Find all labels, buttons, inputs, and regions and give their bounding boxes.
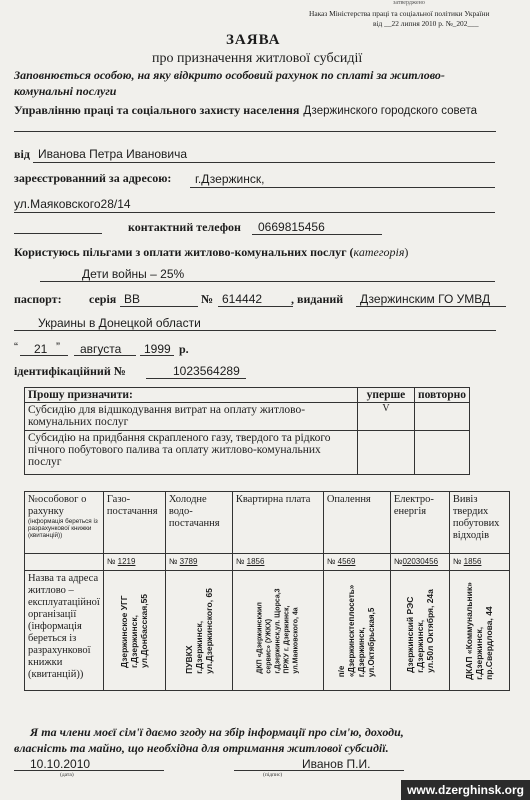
org-heating [323,571,390,691]
org-row-label: Назва та адреса житлово – експлуатаційної організації (інформація береться із разрахункової книжки (квитанцій)) [25,571,104,691]
benefits-label: Користуюсь пільгами з оплати житлово-комунальних послуг ( [14,245,354,259]
org-electricity-line-2: г.Дзержинск, [414,619,425,673]
from-underline [33,162,495,163]
org-gas-line-2: г.Дзержинск, [129,614,140,668]
accounts-header-rent: Квартирна плата [232,492,323,554]
org-water [165,571,232,691]
passport-label: паспорт: [14,292,62,306]
org-gas-line-1: Дзержинское УГГ [119,594,130,668]
addressee-row [14,101,477,119]
passport-series: ВВ [124,292,141,306]
account-number-heating-value: 4569 [337,557,356,566]
phone-prefix-line [14,233,102,234]
org-waste-line-1: ДКАП «Коммунальник» [464,581,475,680]
request-header: Прошу призначити: [25,388,358,403]
accounts-col0-note: (інформація береться із разрахункової книжки (квитанцій)) [28,518,98,539]
date-open-quote: “ [14,340,18,354]
org-water-line-2: г.Дзержинск, [193,620,204,674]
intro-line-1: Заповнюється особою, на яку відкрито особовий рахунок по сплаті за житлово- [14,68,445,82]
org-electricity [390,571,449,691]
org-rent-line-1: ДКП «Дзержинскжил [256,601,264,674]
page-title: ЗАЯВА [226,32,281,48]
passport-number-label: № [201,292,214,306]
account-number-waste-value: 1856 [463,557,482,566]
org-electricity-line-3: ул.50л Октября, 24а [424,588,435,673]
org-rent-line-5: ул.Маяковского, 4а [292,606,300,674]
date-month: августа [80,342,122,356]
year-underline [140,355,174,356]
passport-issued-by: Дзержинским ГО УМВД [360,292,491,306]
accounts-header-heating: Опалення [323,492,390,554]
org-waste-line-3: пр.Свердлова, 44 [484,605,495,680]
sign-name: Иванов П.И. [302,757,371,771]
passport-series-label: серія [89,292,117,306]
addressee-label: Управлінню праці та соціального захисту населення [14,103,300,117]
benefits-value: Дети войны – 25% [82,267,185,281]
org-rent [232,571,323,691]
org-water-line-1: ПУВКХ [183,645,194,674]
org-water-line-3: ул.Дзержинского, 65 [203,587,214,674]
month-underline [74,355,136,356]
header-order-line-2: від __22 липня 2010 р. №_202___ [373,19,479,28]
intro-line-2: комунальні послуги [14,84,117,98]
number-underline [218,306,293,307]
id-label: ідентифікаційний № [14,364,126,378]
org-waste-line-2: г.Дзержинск, [474,626,485,680]
account-number-water-value: 3789 [179,557,198,566]
account-number-gas: № 1219 [103,554,165,571]
phone-value: 0669815456 [258,220,325,234]
accounts-header-water: Холодне водо-постачання [165,492,232,554]
org-rent-line-4: ПРЖУ г. Дзержинск, [283,605,291,674]
from-label: від [14,147,30,161]
header-approved-note: затверджено [393,0,425,6]
sign-caption: (підпис) [263,772,283,778]
request-row-1-first-checkbox[interactable]: V [357,403,414,431]
accounts-header-electricity: Електро-енергія [390,492,449,554]
benefits-close: ) [404,245,409,259]
accounts-table [24,491,510,691]
date-day: 21 [34,342,48,356]
request-table [24,387,470,475]
consent-line-1: Я та члени моєї сім'ї даємо згоду на збір інформації про сім'ю, доходи, [30,725,404,739]
registered-city: г.Дзержинск, [195,172,265,186]
street-underline [14,212,495,213]
org-heating-line-3: г.Дзержинск, [356,626,366,677]
accounts-col0-title: №особовог о рахунку [28,494,87,517]
blank-line [14,131,496,132]
id-value: 1023564289 [173,364,240,378]
request-row-2-repeat-checkbox[interactable] [414,431,469,475]
passport-issued-label: , виданий [291,292,344,306]
org-heating-line-4: ул.Октябрьская,5 [366,607,376,677]
org-rent-line-3: г.Дзержинск,ул. Щорса,3 [274,587,282,674]
org-rent-line-2: сервис» (УЖКХ) [265,618,273,674]
passport-number: 614442 [222,292,263,306]
registered-underline [190,187,495,188]
accounts-number-row-label [25,554,104,571]
header-order-line-1: Наказ Міністерства праці та соціальної політики України [309,9,490,18]
org-waste [449,571,509,691]
request-row-2-text: Субсидію на придбання скрапленого газу, твердого та рідкого пічного побутового палива та оплату житлово-комунальних послуг [25,431,358,475]
benefits-underline [40,281,495,282]
date-close-quote: ” [56,340,60,354]
page-subtitle: про призначення житлової субсидії [152,51,363,66]
account-number-rent-value: 1856 [246,557,265,566]
day-underline [20,355,68,356]
consent-line-2: власність та майно, що необхідна для отримання житлової субсидії. [14,741,389,755]
accounts-header-waste: Вивіз твердих побутових відходів [449,492,509,554]
account-number-water: № 3789 [165,554,232,571]
org-heating-line-1: п/е [336,665,346,677]
org-heating-line-2: «Дзержинсктеплосеть» [346,584,356,677]
benefits-row [14,243,408,261]
request-col-repeat: повторно [414,388,469,403]
registered-street: ул.Маяковского28/14 [14,197,131,211]
account-number-electricity: №02030456 [390,554,449,571]
date-year: 1999 [144,342,171,356]
benefits-category: категорія [353,245,405,259]
id-underline [146,378,246,379]
issued2-underline [14,330,496,331]
addressee-value: Дзержинского городского совета [303,105,478,117]
account-number-electricity-value: 02030456 [402,557,439,566]
account-number-gas-value: 1219 [117,557,136,566]
request-row-1-text: Субсидію для відшкодування витрат на оплату житлово-комунальних послуг [25,403,358,431]
passport-issued-by-2: Украины в Донецкой области [38,316,201,330]
sign-date-caption: (дата) [60,772,74,778]
org-electricity-line-1: Дзержинский РЭС [404,596,415,673]
request-row-2-first-checkbox[interactable] [357,431,414,475]
sign-underline [234,770,404,771]
account-number-waste: № 1856 [449,554,509,571]
sign-date-underline [14,770,164,771]
account-number-heating: № 4569 [323,554,390,571]
request-row-1-repeat-checkbox[interactable] [414,403,469,431]
sign-date: 10.10.2010 [30,757,91,771]
site-watermark: www.dzerghinsk.org [401,780,530,800]
org-gas-line-3: ул.Донбасская,55 [139,593,150,668]
phone-label: контактний телефон [128,220,241,234]
from-value: Иванова Петра Ивановича [38,147,188,161]
date-year-suffix: р. [179,342,189,356]
account-number-rent: № 1856 [232,554,323,571]
phone-underline [252,234,382,235]
request-col-first: уперше [357,388,414,403]
accounts-col0-header [25,492,104,554]
series-underline [120,306,198,307]
issued-underline [356,306,506,307]
accounts-header-gas: Газо-постачання [103,492,165,554]
org-gas [103,571,165,691]
registered-label: зареєстрованний за адресою: [14,171,172,185]
